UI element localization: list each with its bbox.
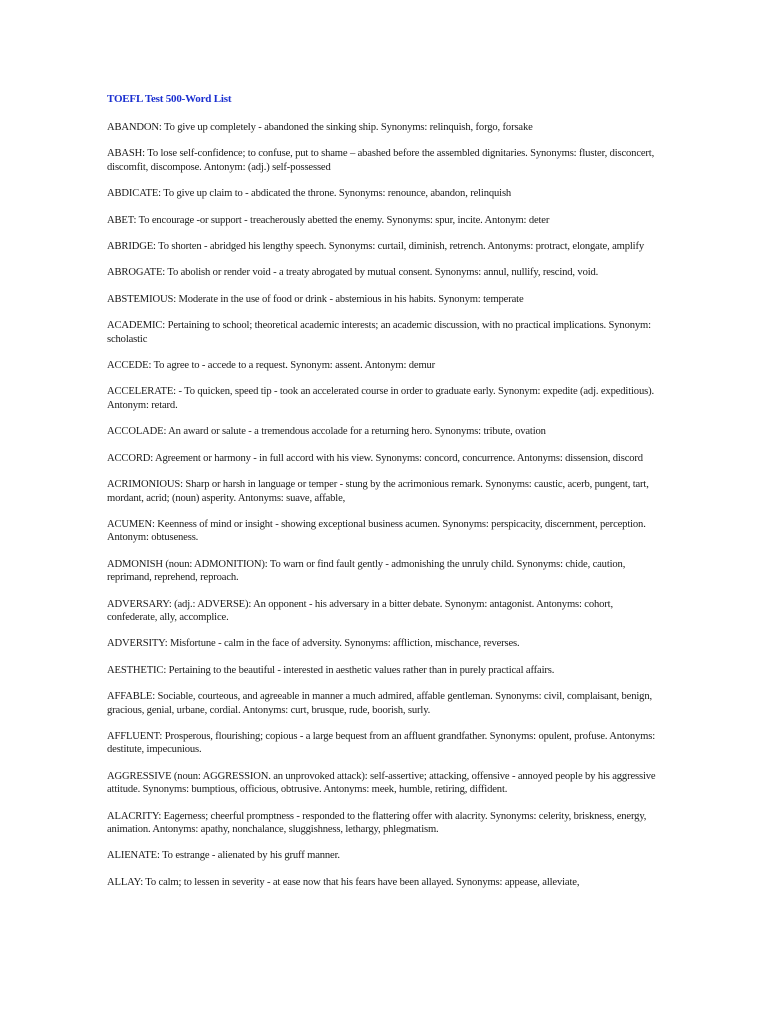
word-entry: ABSTEMIOUS: Moderate in the use of food or drink - abstemious in his habits. Synonym: temperate (107, 293, 524, 305)
word-entry: ABASH: To lose self-confidence; to confuse, put to shame – abashed before the assembled dignitaries. Synonyms: fluster, disconcert, discomfit, discompose. Antonym: (adj.) self-possessed (107, 148, 655, 173)
word-entry: ALACRITY: Eagerness; cheerful promptness - responded to the flattering offer with alacrity. Synonyms: celerity, briskness, energy, animation. Antonyms: apathy, nonchalance, sluggishness, lethargy, phlegmatism. (107, 810, 647, 835)
word-entry: ADMONISH (noun: ADMONITION): To warn or find fault gently - admonishing the unruly child. Synonyms: chide, caution, reprimand, reprehend, reproach. (107, 558, 626, 584)
word-entry: ABANDON: To give up completely - abandoned the sinking ship. Synonyms: relinquish, forgo, forsake (107, 122, 533, 133)
document-title: TOEFL Test 500-Word List (107, 93, 232, 105)
word-entry: AFFABLE: Sociable, courteous, and agreeable in manner a much admired, affable gentleman. Synonyms: civil, complaisant, benign, gracious, genial, urbane, cordial. Antonyms: curt, brusque, rude, boorish, surly. (107, 691, 652, 716)
word-entry: ACCOLADE: An award or salute - a tremendous accolade for a returning hero. Synonyms: tribute, ovation (107, 426, 546, 438)
word-entry: ACCEDE: To agree to - accede to a request. Synonym: assent. Antonym: demur (107, 360, 436, 372)
document-page (107, 93, 663, 902)
word-entry: ACCELERATE: - To quicken, speed tip - took an accelerated course in order to graduate early. Synonym: expedite (adj. expeditious). Antonym: retard. (107, 386, 654, 411)
word-entry: ABROGATE: To abolish or render void - a treaty abrogated by mutual consent. Synonyms: annul, nullify, rescind, void. (107, 267, 599, 279)
word-entry: ACCORD: Agreement or harmony - in full accord with his view. Synonyms: concord, concurrence. Antonyms: dissension, discord (107, 452, 643, 464)
word-entry: ABRIDGE: To shorten - abridged his lengthy speech. Synonyms: curtail, diminish, retrench. Antonyms: protract, elongate, amplify (107, 241, 644, 253)
word-entry: ADVERSARY: (adj.: ADVERSE): An opponent - his adversary in a bitter debate. Synonym: antagonist. Antonyms: cohort, confederate, ally, accomplice. (107, 598, 613, 623)
word-entry: ALIENATE: To estrange - alienated by his gruff manner. (107, 850, 340, 862)
word-entry: ACUMEN: Keenness of mind or insight - showing exceptional business acumen. Synonyms: perspicacity, discernment, perception. Antonym: obtuseness. (107, 518, 646, 544)
word-list (107, 121, 663, 889)
word-entry: ADVERSITY: Misfortune - calm in the face of adversity. Synonyms: affliction, mischance, reverses. (107, 638, 520, 650)
word-entry: ABET: To encourage -or support - treacherously abetted the enemy. Synonyms: spur, incite. Antonym: deter (107, 214, 550, 226)
word-entry: ACADEMIC: Pertaining to school; theoretical academic interests; an academic discussion, with no practical implications. Synonym: scholastic (107, 320, 651, 345)
word-entry: ALLAY: To calm; to lessen in severity - at ease now that his fears have been allayed. Synonyms: appease, alleviate, (107, 876, 580, 888)
word-entry: AGGRESSIVE (noun: AGGRESSION. an unprovoked attack): self-assertive; attacking, offensive - annoyed people by his aggressive attitude. Synonyms: bumptious, officious, obtrusive. Antonyms: meek, humble, retiring, diffident. (107, 770, 656, 796)
word-entry: ACRIMONIOUS: Sharp or harsh in language or temper - stung by the acrimonious remark. Synonyms: caustic, acerb, pungent, tart, mordant, acrid; (noun) asperity. Antonyms: suave, affable, (107, 479, 649, 504)
word-entry: ABDICATE: To give up claim to - abdicated the throne. Synonyms: renounce, abandon, relinquish (107, 188, 512, 200)
word-entry: AFFLUENT: Prosperous, flourishing; copious - a large bequest from an affluent grandfather. Synonyms: opulent, profuse. Antonyms: destitute, impecunious. (107, 730, 656, 756)
word-entry: AESTHETIC: Pertaining to the beautiful - interested in aesthetic values rather than in purely practical affairs. (107, 664, 555, 676)
